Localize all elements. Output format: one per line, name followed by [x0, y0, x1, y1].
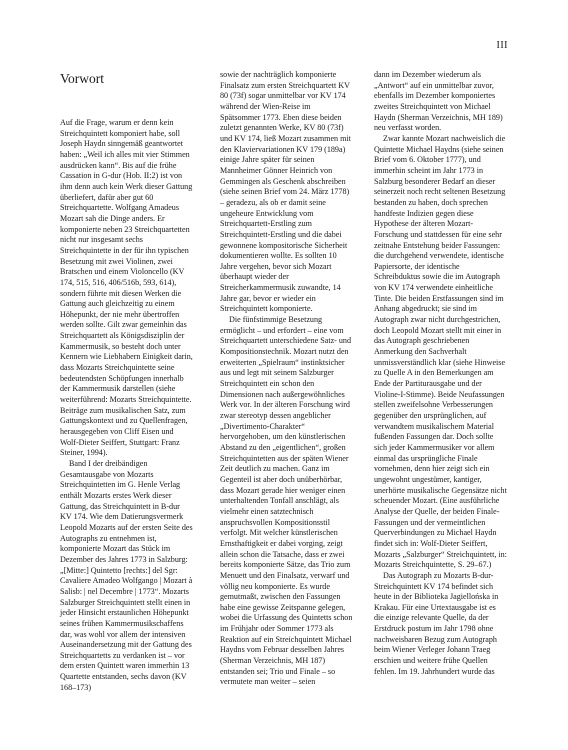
paragraph: sowie der nachträglich komponierte Finalsatz zum ersten Streichquartett KV 80 (73f) sogar unmittelbar vor KV 174 während der Wien-Reise im Spätsommer 1773. Eben diese beiden zuletzt genannten Werke, KV 80 (73f) und KV 174, ließ Mozart zusammen mit den Klaviervariationen KV 179 (189a) einige Jahre später für seinen Mannheimer Gönner Heinrich von Gemmingen als Geschenk abschreiben (siehe seinen Brief vom 24. März 1778) – geradezu, als ob er damit seine ungeheure Entwicklung vom Streichquartett-Erstling zum Streichquintett-Erstling und die dabei gewonnene kompositorische Sicherheit dokumentieren wollte. Es sollten 10 Jahre vergehen, bevor sich Mozart überhaupt wieder der Streicherkammermusik zuwandte, 14 Jahre gar, bevor er wieder ein Streichquintett komponierte.: [220, 70, 351, 314]
text-column-1: [60, 118, 193, 693]
paragraph: Die fünfstimmige Besetzung ermöglicht – und erfordert – eine vom Streichquartett unterschiedene Satz- und Kompositionstechnik. Mozart nutzt den erweiterten „Spielraum“ instinktsicher aus und legt mit seinem Salzburger Streichquintett ein schon den Dimensionen nach außergewöhnliches Werk vor. In der älteren Forschung wird zwar stereotyp dessen angeblicher „Divertimento-Charakter“ hervorgehoben, um den künstlerischen Abstand zu den „eigentlichen“, großen Streichquintetten aus der späten Wiener Zeit deutlich zu machen. Ganz im Gegenteil ist aber doch unüberhörbar, dass Mozart gerade hier weniger einen unterhaltenden Tonfall anschlägt, als vielmehr einen satztechnisch anspruchsvollen Kompositionsstil verfolgt. Mit welcher künstlerischen Ernsthaftigkeit er dabei vorging, zeigt allein schon die Tatsache, dass er zwei bereits komponierte Sätze, das Trio zum Menuett und den Finalsatz, verwarf und völlig neu komponierte. Es wurde gemutmaßt, zwischen den Fassungen habe eine gewisse Zeitspanne gelegen, wobei die Urfassung des Quintetts schon im Frühjahr oder Sommer 1773 als Reaktion auf ein Streichquintett Michael Haydns vom Februar desselben Jahres (Sherman Verzeichnis, MH 187) entstanden sei; Trio und Finale – so vermutete man weiter – seien: [220, 315, 353, 687]
paragraph: Das Autograph zu Mozarts B-dur-Streichquintett KV 174 befindet sich heute in der Biblioteka Jagiellońska in Krakau. Für eine Urtextausgabe ist es die einzige relevante Quelle, da der Erstdruck postum im Jahr 1798 ohne nachweisbaren Bezug zum Autograph beim Wiener Verleger Johann Traeg erschien und weitere frühe Quellen fehlen. Im 19. Jahrhundert wurde das: [374, 570, 499, 676]
page-title: Vorwort: [60, 71, 105, 86]
paragraph: Band I der dreibändigen Gesamtausgabe von Mozarts Streichquintetten im G. Henle Verlag enthält Mozarts erstes Werk dieser Gattung, das Streichquintett in B-dur KV 174. Wie dem Datierungsvermerk Leopold Mozarts auf der ersten Seite des Autographs zu entnehmen ist, komponierte Mozart das Stück im Dezember des Jahres 1773 in Salzburg: „[Mitte:] Quintetto [rechts:] del Sgr: Cavaliere Amadeo Wolfgango | Mozart à Salisb: | nel Decembre | 1773“. Mozarts Salzburger Streichquintett stellt einen in jeder Hinsicht erstaunlichen Höhepunkt seines frühen Kammermusikschaffens dar, was wohl vor allem der intensiven Auseinandersetzung mit der Gattung des Streichquartetts zu verdanken ist – vor dem ersten Quintett waren immerhin 13 Quartette entstanden, sechs davon (KV 168–173): [60, 459, 193, 692]
page-number: III: [496, 40, 508, 51]
text-column-2: [220, 70, 353, 688]
paragraph: Zwar kannte Mozart nachweislich die Quintette Michael Haydns (siehe seinen Brief vom 6. Oktober 1777), und immerhin scheint im Jahr 1773 in Salzburg besonderer Bedarf an dieser seinerzeit noch recht seltenen Besetzung bestanden zu haben, doch sprechen handfeste Indizien gegen diese Hypothese der älteren Mozart-Forschung und stattdessen für eine sehr zeitnahe Entstehung beider Fassungen: die durchgehend verwendete, identische Papiersorte, der identische Schreibduktus sowie die im Autograph von KV 174 verwendete einheitliche Tinte. Die beiden Erstfassungen sind im Anhang abgedruckt; sie sind im Autograph zwar nicht durchgestrichen, doch Leopold Mozart stellt mit einer in das Autograph geschriebenen Anmerkung den Sachverhalt unmissverständlich klar (siehe Hinweise zu Quelle A in den Bemerkungen am Ende der Partiturausgabe und der Violine-I-Stimme). Beide Neufassungen stellen zweifelsohne Verbesserungen gegenüber den ursprünglichen, auf verwandtem musikalischem Material fußenden Fassungen dar. Doch sollte sich jeder Kammermusiker vor allem einmal das ursprüngliche Finale vornehmen, denn hier zeigt sich ein ungewohnt ungestümer, kantiger, unerhörte musikalische Gegensätze nicht scheuender Mozart. (Eine ausführliche Analyse der Quelle, der beiden Finale-Fassungen und der vermeintlichen Querverbindungen zu Michael Haydn findet sich in: Wolf-Dieter Seiffert, Mozarts „Salzburger“ Streichquintett, in: Mozarts Streichquintette, S. 29–67.): [374, 133, 507, 570]
paragraph: Auf die Frage, warum er denn kein Streichquintett komponiert habe, soll Joseph Haydn sinngemäß geantwortet haben: „Weil ich alles mit vier Stimmen ausdrücken kann“. Bis auf die frühe Cassation in G-dur (Hob. II:2) ist von ihm denn auch kein Werk dieser Gattung überliefert, dafür aber gut 60 Streichquartette. Wolfgang Amadeus Mozart sah die Dinge anders. Er komponierte neben 23 Streichquartetten nicht nur insgesamt sechs Streichquintette in der für ihn typischen Besetzung mit zwei Violinen, zwei Bratschen und einem Violoncello (KV 174, 515, 516, 406/516b, 593, 614), sondern führte mit diesen Werken die Gattung auch gleichzeitig zu einem Höhepunkt, der nie mehr übertroffen werden sollte. Gilt zwar gemeinhin das Streichquartett als Königsdisziplin der Kammermusik, so besteht doch unter Kennern wie Liebhabern Einigkeit darin, dass Mozarts Streichquintette seine bedeutendsten Schöpfungen innerhalb der Kammermusik darstellen (siehe weiterführend: Mozarts Streichquintette. Beiträge zum musikalischen Satz, zum Gattungskontext und zu Quellenfragen, herausgegeben von Cliff Eisen und Wolf-Dieter Seiffert, Stuttgart: Franz Steiner, 1994).: [60, 118, 193, 458]
paragraph: dann im Dezember wiederum als „Antwort“ auf ein unmittelbar zuvor, ebenfalls im Dezember komponiertes zweites Streichquintett von Michael Haydn (Sherman Verzeichnis, MH 189) neu verfasst worden.: [374, 70, 503, 133]
text-column-3: [374, 70, 507, 677]
